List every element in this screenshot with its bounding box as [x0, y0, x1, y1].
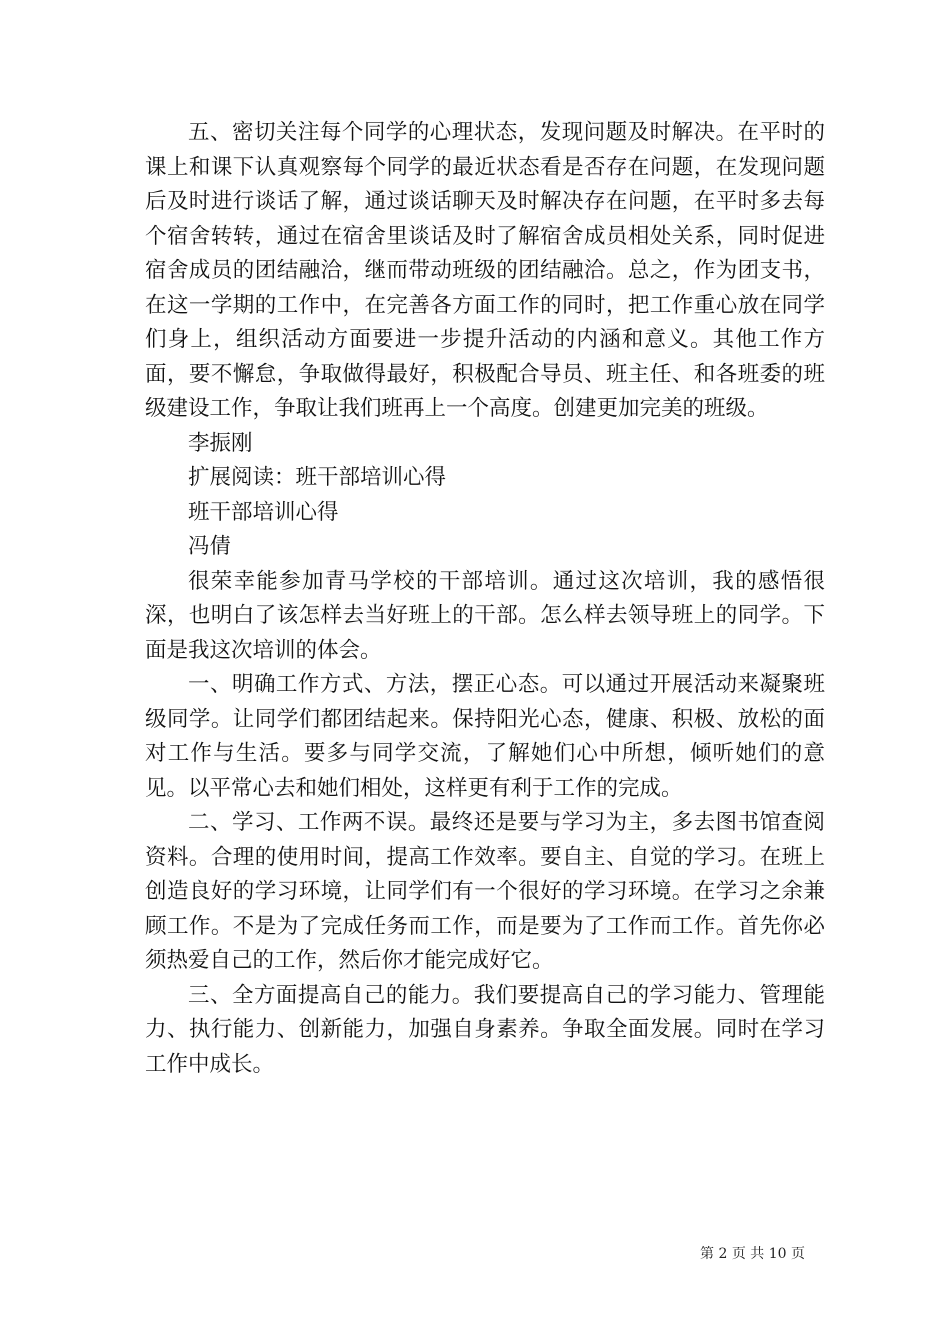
paragraph-intro: 很荣幸能参加青马学校的干部培训。通过这次培训，我的感悟很深，也明白了该怎样去当好班上的干部。怎么样去领导班上的同学。下面是我这次培训的体会。 [145, 568, 825, 663]
paragraph-one-methods: 一、明确工作方式、方法，摆正心态。可以通过开展活动来凝聚班级同学。让同学们都团结起来。保持阳光心态，健康、积极、放松的面对工作与生活。要多与同学交流，了解她们心中所想，倾听她们的意见。以平常心去和她们相处，这样更有利于工作的完成。 [145, 672, 825, 801]
paragraph-two-study-work: 二、学习、工作两不误。最终还是要与学习为主，多去图书馆查阅资料。合理的使用时间，提高工作效率。要自主、自觉的学习。在班上创造良好的学习环境，让同学们有一个很好的学习环境。在学习之余兼顾工作。不是为了完成任务而工作，而是要为了工作而工作。首先你必须热爱自己的工作，然后你才能完成好它。 [145, 810, 825, 973]
article-author: 冯倩 [188, 534, 232, 559]
page-number-footer: 第 2 页 共 10 页 [700, 1246, 805, 1262]
article-title: 班干部培训心得 [188, 499, 339, 525]
author-signature: 李振刚 [188, 430, 253, 456]
extended-reading-heading: 扩展阅读：班干部培训心得 [188, 465, 447, 490]
paragraph-three-abilities: 三、全方面提高自己的能力。我们要提高自己的学习能力、管理能力、执行能力、创新能力，加强自身素养。争取全面发展。同时在学习工作中成长。 [145, 982, 825, 1077]
document-body [145, 116, 825, 1082]
paragraph-five-psychology: 五、密切关注每个同学的心理状态，发现问题及时解决。在平时的课上和课下认真观察每个同学的最近状态看是否存在问题，在发现问题后及时进行谈话了解，通过谈话聊天及时解决存在问题，在平时多去每个宿舍转转，通过在宿舍里谈话及时了解宿舍成员相处关系，同时促进宿舍成员的团结融洽，继而带动班级的团结融洽。总之，作为团支书，在这一学期的工作中，在完善各方面工作的同时，把工作重心放在同学们身上，组织活动方面要进一步提升活动的内涵和意义。其他工作方面，要不懈怠，争取做得最好，积极配合导员、班主任、和各班委的班级建设工作，争取让我们班再上一个高度。创建更加完美的班级。 [145, 120, 825, 421]
